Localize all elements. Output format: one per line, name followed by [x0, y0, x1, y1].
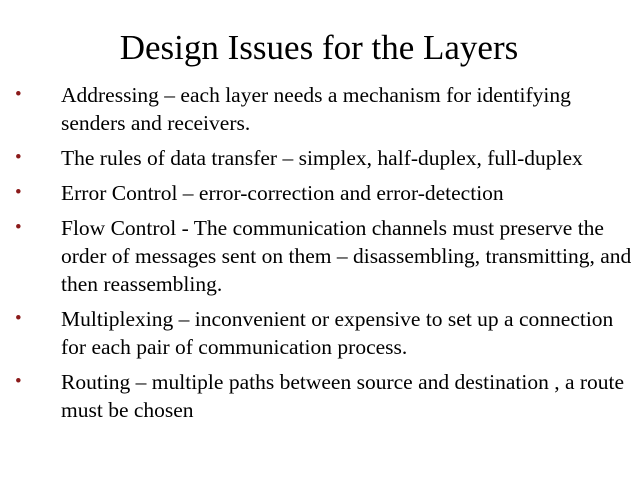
bullet-item-data-transfer: [0, 144, 638, 172]
bullet-icon: •: [15, 217, 22, 238]
bullet-text: The rules of data transfer – simplex, half-duplex, full-duplex: [61, 146, 583, 170]
bullet-text: Error Control – error-correction and error-detection: [61, 181, 504, 205]
bullet-icon: •: [15, 371, 22, 392]
bullet-item-error-control: [0, 179, 638, 207]
bullet-icon: •: [15, 147, 22, 168]
bullet-icon: •: [15, 84, 22, 105]
bullet-text: Multiplexing – inconvenient or expensive to set up a connection for each pair of communication process.: [61, 307, 614, 359]
bullet-item-routing: [0, 368, 638, 424]
bullet-text: Flow Control - The communication channels must preserve the order of messages sent on them – disassembling, transmitting, and then reassembling.: [61, 216, 632, 296]
bullet-text: Routing – multiple paths between source and destination , a route must be chosen: [61, 370, 625, 422]
bullet-item-flow-control: [0, 214, 638, 298]
bullet-text: Addressing – each layer needs a mechanism for identifying senders and receivers.: [61, 83, 571, 135]
bullet-icon: •: [15, 182, 22, 203]
bullet-item-addressing: [0, 81, 638, 137]
bullet-icon: •: [15, 308, 22, 329]
slide-title: Design Issues for the Layers: [119, 28, 519, 67]
bullet-list: [0, 81, 638, 431]
bullet-item-multiplexing: [0, 305, 638, 361]
